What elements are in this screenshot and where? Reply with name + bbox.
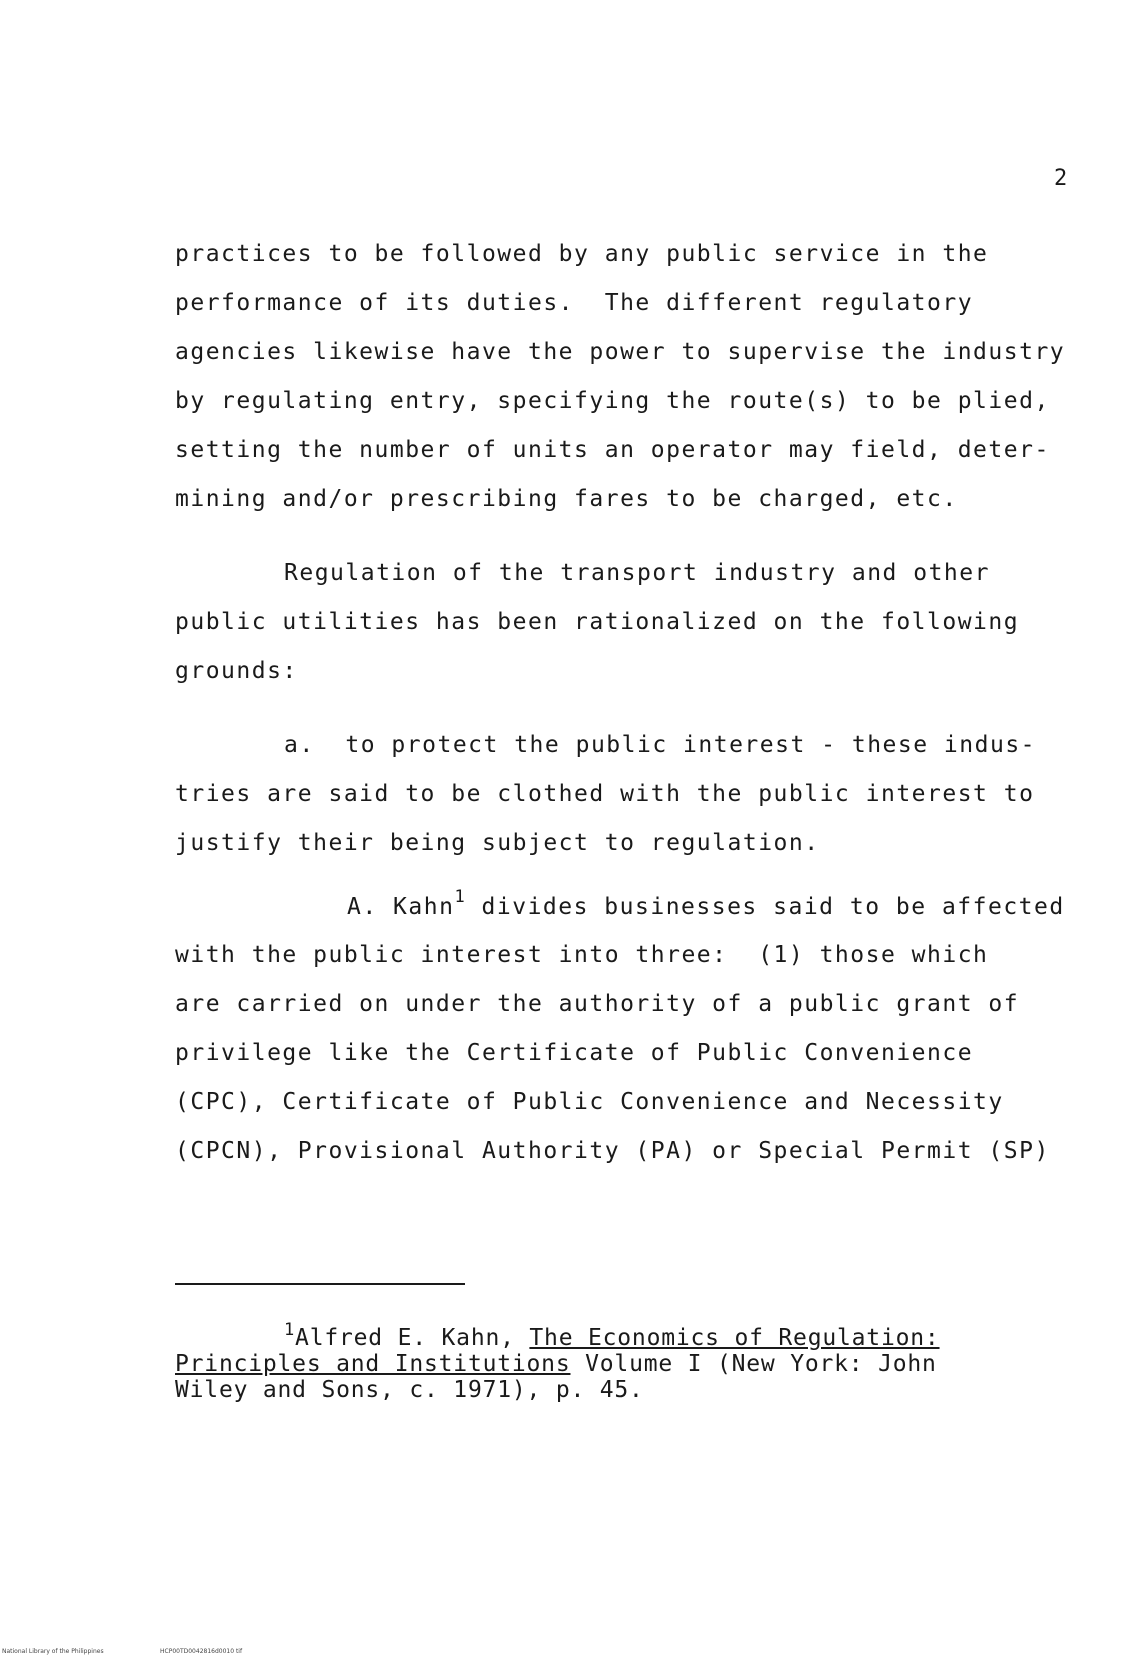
- paragraph-1-line-2: performance of its duties. The different regulatory: [175, 290, 974, 316]
- scan-footer-reference: HCP00TD0042816d0010 tif: [160, 1648, 243, 1655]
- kahn-lead-rest: divides businesses said to be affected: [466, 894, 1065, 920]
- paragraph-1-line-3: agencies likewise have the power to supervise the industry: [175, 339, 1066, 365]
- paragraph-3-line-6: (CPCN), Provisional Authority (PA) or Special Permit (SP): [175, 1138, 1050, 1164]
- paragraph-3-line-2: with the public interest into three: (1) those which: [175, 942, 989, 968]
- kahn-lead: A. Kahn: [347, 894, 455, 920]
- paragraph-2-line-3: grounds:: [175, 658, 298, 684]
- footnote-volume: Volume I (New York: John: [570, 1351, 937, 1377]
- paragraph-1-line-6: mining and/or prescribing fares to be charged, etc.: [175, 486, 958, 512]
- page-number: 2: [1054, 166, 1068, 191]
- scan-footer-library: National Library of the Philippines: [2, 1648, 104, 1655]
- paragraph-3-line-4: privilege like the Certificate of Public Convenience: [175, 1040, 974, 1066]
- footnote-title-2: Principles and Institutions: [175, 1351, 571, 1377]
- footnote-author: Alfred E. Kahn,: [295, 1325, 530, 1351]
- footnote-line-3: Wiley and Sons, c. 1971), p. 45.: [175, 1377, 644, 1403]
- footnote-divider: [175, 1283, 465, 1285]
- paragraph-2-line-1: Regulation of the transport industry and other: [284, 560, 990, 586]
- paragraph-1-line-4: by regulating entry, specifying the route(s) to be plied,: [175, 388, 1050, 414]
- item-a-line-2: tries are said to be clothed with the public interest to: [175, 781, 1035, 807]
- paragraph-3-line-5: (CPC), Certificate of Public Convenience and Necessity: [175, 1089, 1004, 1115]
- footnote-line-1: [284, 1320, 940, 1353]
- paragraph-1-line-5: setting the number of units an operator may field, deter-: [175, 437, 1050, 463]
- footnote-title-1: The Economics of Regulation:: [529, 1325, 940, 1351]
- paragraph-1-line-1: practices to be followed by any public service in the: [175, 241, 989, 267]
- item-a-line-1: a. to protect the public interest - these indus-: [284, 732, 1037, 758]
- footnote-reference: 1: [454, 887, 467, 907]
- paragraph-3-line-1: [347, 887, 1065, 920]
- paragraph-2-line-2: public utilities has been rationalized on the following: [175, 609, 1020, 635]
- footnote-marker: 1: [284, 1320, 296, 1340]
- item-a-line-3: justify their being subject to regulation.: [175, 830, 820, 856]
- footnote-line-2: [175, 1351, 937, 1377]
- paragraph-3-line-3: are carried on under the authority of a public grant of: [175, 991, 1020, 1017]
